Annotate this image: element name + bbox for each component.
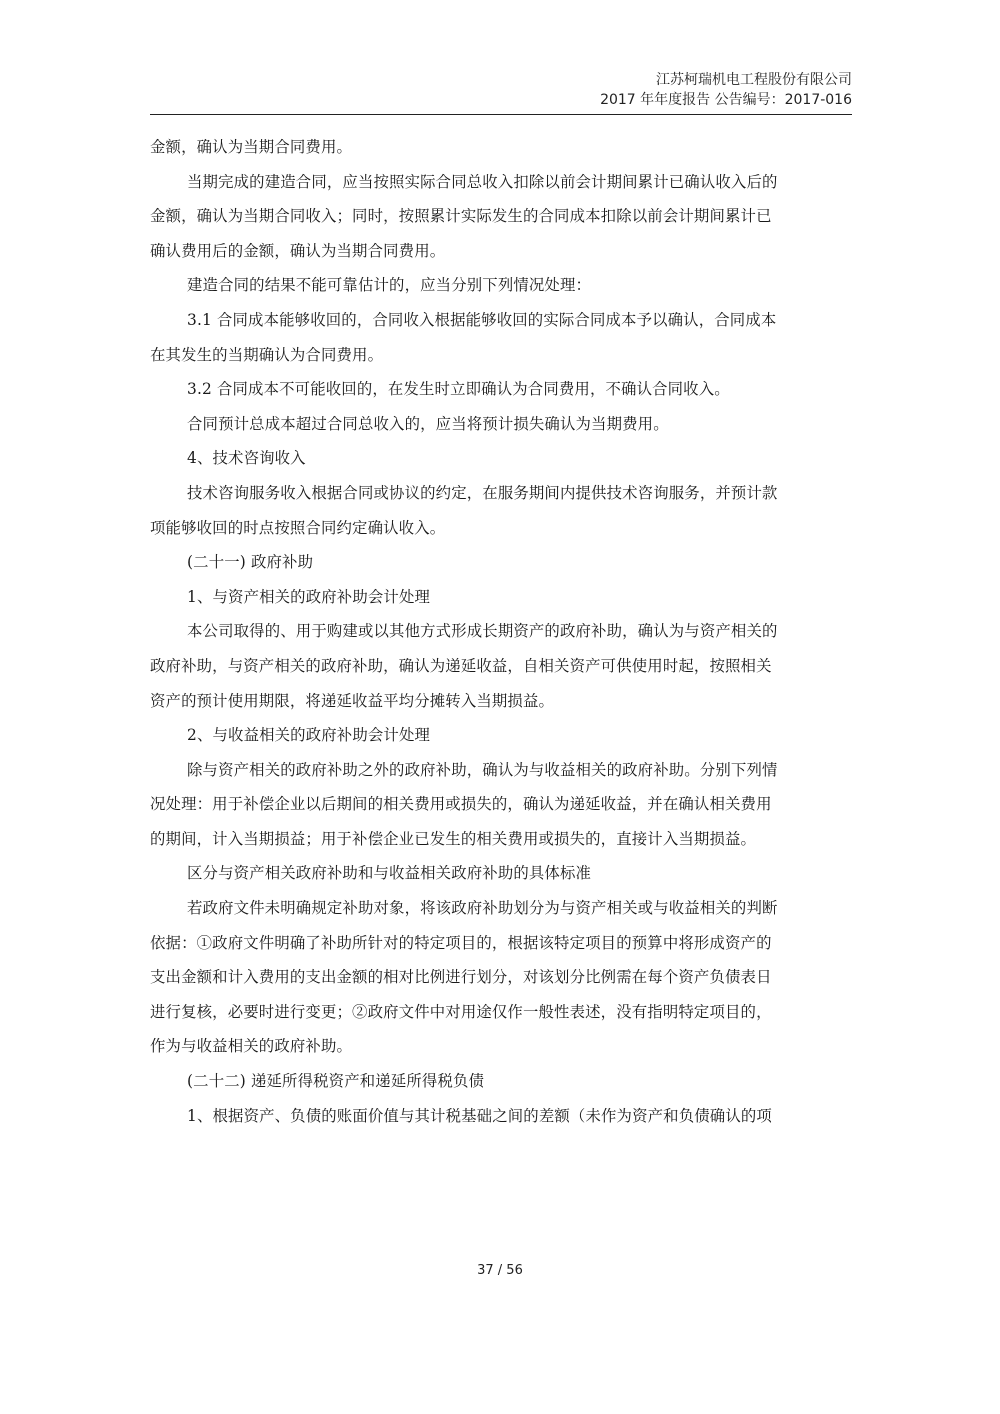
paragraph-line: 当期完成的建造合同，应当按照实际合同总收入扣除以前会计期间累计已确认收入后的 (187, 172, 778, 191)
paragraph-line: 作为与收益相关的政府补助。 (150, 1037, 353, 1056)
paragraph-line: (二十二) 递延所得税资产和递延所得税负债 (187, 1072, 485, 1091)
paragraph-line: 3.1 合同成本能够收回的，合同收入根据能够收回的实际合同成本予以确认，合同成本 (187, 310, 777, 329)
paragraph-line: 1、根据资产、负债的账面价值与其计税基础之间的差额（未作为资产和负债确认的项 (187, 1106, 772, 1125)
paragraph-line: 支出金额和计入费用的支出金额的相对比例进行划分，对该划分比例需在每个资产负债表日 (150, 968, 772, 987)
paragraph-line: 资产的预计使用期限，将递延收益平均分摊转入当期损益。 (150, 691, 555, 710)
paragraph-line: 依据：①政府文件明确了补助所针对的特定项目的，根据该特定项目的预算中将形成资产的 (150, 933, 772, 952)
paragraph-line: 若政府文件未明确规定补助对象，将该政府补助划分为与资产相关或与收益相关的判断 (187, 899, 778, 918)
header-report-info: 2017 年年度报告 公告编号：2017-016 (600, 92, 852, 108)
paragraph-line: 金额，确认为当期合同费用。 (150, 138, 353, 156)
paragraph-line: 除与资产相关的政府补助之外的政府补助，确认为与收益相关的政府补助。分别下列情 (187, 760, 778, 779)
paragraph-line: 2、与收益相关的政府补助会计处理 (187, 726, 431, 745)
paragraph-line: 技术咨询服务收入根据合同或协议的约定，在服务期间内提供技术咨询服务，并预计款 (187, 483, 778, 502)
paragraph-line: 进行复核，必要时进行变更；②政府文件中对用途仅作一般性表述，没有指明特定项目的， (150, 1002, 772, 1021)
paragraph-line: 政府补助，与资产相关的政府补助，确认为递延收益，自相关资产可供使用时起，按照相关 (150, 656, 772, 675)
paragraph-line: 在其发生的当期确认为合同费用。 (150, 345, 384, 364)
page-header (150, 66, 852, 115)
paragraph-line: 3.2 合同成本不可能收回的，在发生时立即确认为合同费用，不确认合同收入。 (187, 380, 730, 399)
paragraph-line: 本公司取得的、用于购建或以其他方式形成长期资产的政府补助，确认为与资产相关的 (187, 622, 778, 641)
page-number: 37 / 56 (477, 1263, 523, 1278)
paragraph-line: 合同预计总成本超过合同总收入的，应当将预计损失确认为当期费用。 (187, 414, 669, 433)
paragraph-line: 确认费用后的金额，确认为当期合同费用。 (150, 241, 446, 260)
document-body (150, 130, 855, 1133)
paragraph-line: 1、与资产相关的政府补助会计处理 (187, 587, 431, 606)
paragraph-line: 区分与资产相关政府补助和与收益相关政府补助的具体标准 (187, 864, 592, 883)
paragraph-line: 况处理：用于补偿企业以后期间的相关费用或损失的，确认为递延收益，并在确认相关费用 (150, 795, 772, 814)
paragraph-line: 建造合同的结果不能可靠估计的，应当分别下列情况处理： (187, 276, 592, 295)
paragraph-line: 金额，确认为当期合同收入；同时，按照累计实际发生的合同成本扣除以前会计期间累计已 (150, 207, 772, 226)
paragraph-line: (二十一) 政府补助 (187, 553, 314, 572)
paragraph-line: 4、技术咨询收入 (187, 449, 306, 468)
paragraph-line: 的期间，计入当期损益；用于补偿企业已发生的相关费用或损失的，直接计入当期损益。 (150, 829, 757, 848)
header-company-name: 江苏柯瑞机电工程股份有限公司 (656, 72, 852, 88)
paragraph-line: 项能够收回的时点按照合同约定确认收入。 (150, 518, 446, 537)
